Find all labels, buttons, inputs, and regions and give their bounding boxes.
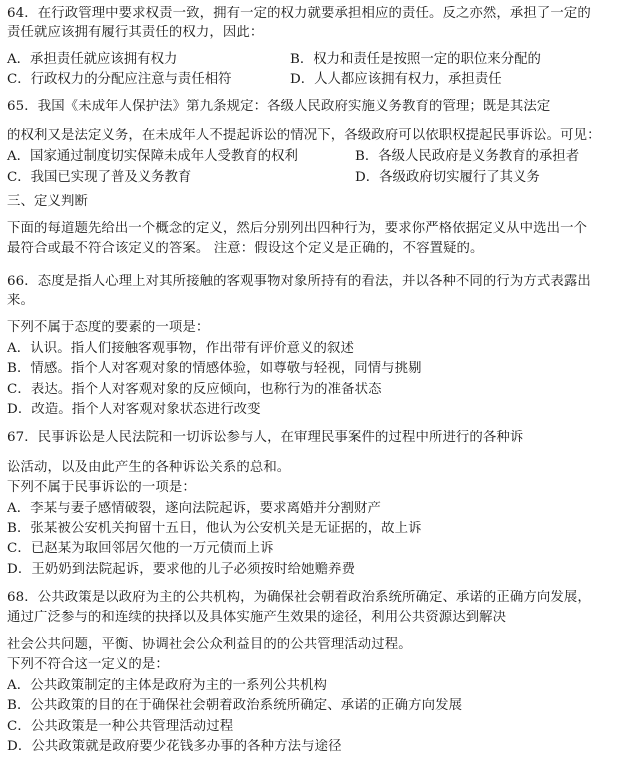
q65-option-c: C．我国已实现了普及义务教育 (7, 170, 192, 185)
q64-option-c: C．行政权力的分配应注意与责任相符 (7, 72, 232, 87)
section-intro-line2: 最符合或最不符合该定义的答案。 注意：假设这个定义是正确的，不容置疑的。 (7, 241, 484, 256)
q66-stem-line1: 66．态度是指人心理上对其所接触的客观事物对象所持有的看法，并以各种不同的行为方式表露出 (7, 274, 591, 289)
q64-option-b: B．权力和责任是按照一定的职位来分配的 (290, 52, 541, 67)
q65-option-a: A．国家通过制度切实保障未成年人受教育的权利 (7, 149, 298, 164)
q67-stem-line2: 讼活动，以及由此产生的各种诉讼关系的总和。 (7, 460, 291, 475)
q66-option-c: C．表达。指个人对客观对象的反应倾向，也称行为的准备状态 (7, 382, 382, 397)
q64-stem-line2: 责任就应该拥有履行其责任的权力，因此： (7, 25, 264, 40)
q67-option-b: B．张某被公安机关拘留十五日，他认为公安机关是无证据的，故上诉 (7, 521, 422, 536)
q64-option-a: A．承担责任就应该拥有权力 (7, 52, 178, 67)
q68-stem-line2: 通过广泛参与的和连续的抉择以及具体实施产生效果的途径，利用公共资源达到解决 (7, 610, 507, 625)
q64-stem-line1: 64．在行政管理中要求权责一致，拥有一定的权力就要承担相应的责任。反之亦然，承担了一定的 (7, 6, 591, 21)
q67-question: 下列不属于民事诉讼的一项是： (7, 480, 196, 495)
q67-option-d: D．王奶奶到法院起诉，要求他的儿子必须按时给她赡养费 (7, 562, 356, 577)
section-intro-line1: 下面的每道题先给出一个概念的定义，然后分别列出四种行为，要求你严格依据定义从中选出一个 (7, 221, 588, 236)
q68-option-a: A．公共政策制定的主体是政府为主的一系列公共机构 (7, 678, 328, 693)
q66-stem-line2: 来。 (7, 293, 34, 308)
q68-stem-line3: 社会公共问题，平衡、协调社会公众利益目的的公共管理活动过程。 (7, 637, 412, 652)
q68-stem-line1: 68．公共政策是以政府为主的公共机构，为确保社会朝着政治系统所确定、承诺的正确方向发展， (7, 590, 591, 605)
q68-question: 下列不符合这一定义的是： (7, 657, 169, 672)
q68-option-b: B．公共政策的目的在于确保社会朝着政治系统所确定、承诺的正确方向发展 (7, 698, 463, 713)
q65-option-b: B．各级人民政府是义务教育的承担者 (355, 149, 580, 164)
q65-stem-line1: 65．我国《未成年人保护法》第九条规定：各级人民政府实施义务教育的管理；既是其法定 (7, 99, 551, 114)
q65-stem-line2: 的权利又是法定义务，在未成年人不提起诉讼的情况下，各级政府可以依职权提起民事诉讼。可见： (7, 128, 601, 143)
q64-option-d: D．人人都应该拥有权力，承担责任 (290, 72, 502, 87)
q67-option-a: A．李某与妻子感情破裂，遂向法院起诉，要求离婚并分割财产 (7, 501, 382, 516)
q66-option-a: A．认识。指人们接触客观事物，作出带有评价意义的叙述 (7, 341, 355, 356)
q66-option-b: B．情感。指个人对客观对象的情感体验，如尊敬与轻视，同情与挑剔 (7, 361, 422, 376)
section-title: 三、定义判断 (7, 194, 88, 209)
q66-question: 下列不属于态度的要素的一项是： (7, 320, 210, 335)
q68-option-d: D．公共政策就是政府要少花钱多办事的各种方法与途径 (7, 739, 342, 754)
q67-option-c: C．已赵某为取回邻居欠他的一万元债而上诉 (7, 541, 274, 556)
q67-stem-line1: 67．民事诉讼是人民法院和一切诉讼参与人，在审理民事案件的过程中所进行的各种诉 (7, 430, 524, 445)
q68-option-c: C．公共政策是一种公共管理活动过程 (7, 719, 234, 734)
q65-option-d: D．各级政府切实履行了其义务 (355, 170, 540, 185)
q66-option-d: D．改造。指个人对客观对象状态进行改变 (7, 402, 261, 417)
